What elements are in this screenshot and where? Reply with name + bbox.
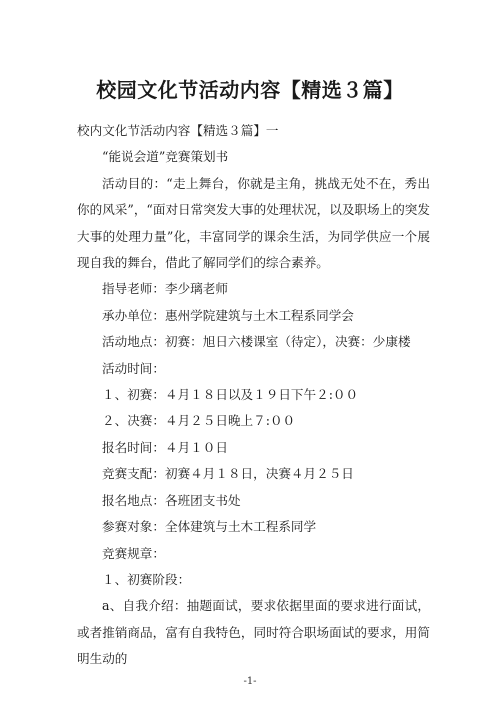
registration-location: 报名地点：各班团支书处 <box>102 492 241 508</box>
document-title: 校园文化节活动内容【精选３篇】 <box>96 78 404 102</box>
competition-schedule: 竞赛支配：初赛４月１８日，决赛４月２５日 <box>102 466 354 482</box>
venue: 活动地点：初赛：旭日六楼课室（待定），决赛：少康楼 <box>102 334 411 350</box>
activity-time-label: 活动时间： <box>102 360 165 376</box>
self-introduction: a、自我介绍：抽题面试，要求依据里面的要求进行面试，或者推销商品，富有自我特色，同时符合职场面试的要求，用简明生动的 <box>77 598 430 667</box>
participants: 参赛对象：全体建筑与土木工程系同学 <box>102 519 317 535</box>
preliminary-time: １、初赛：４月１８日以及１９日下午２:００ <box>102 387 359 403</box>
plan-title: “能说会道”竞赛策划书 <box>102 149 229 165</box>
organizer: 承办单位：惠州学院建筑与土木工程系同学会 <box>102 307 354 323</box>
final-time: ２、决赛：４月２５日晚上７:００ <box>102 413 296 429</box>
activity-purpose: 活动目的：“走上舞台，你就是主角，挑战无处不在，秀出你的风采”，“面对日常突发大事的处理状况，以及职场上的突发大事的处理力量”化，丰富同学的课余生活，为同学供应一个展现自我的舞台，借此了解同学们的综合素养。 <box>77 175 430 271</box>
advisor: 指导老师：李少璃老师 <box>102 281 228 297</box>
section-heading: 校内文化节活动内容【精选３篇】一 <box>77 123 279 138</box>
registration-time: 报名时间：４月１０日 <box>102 439 228 455</box>
document-body <box>77 118 430 673</box>
preliminary-stage: １、初赛阶段： <box>102 571 191 587</box>
page-number: -1- <box>243 676 257 687</box>
rules-label: 竞赛规章： <box>102 545 165 561</box>
